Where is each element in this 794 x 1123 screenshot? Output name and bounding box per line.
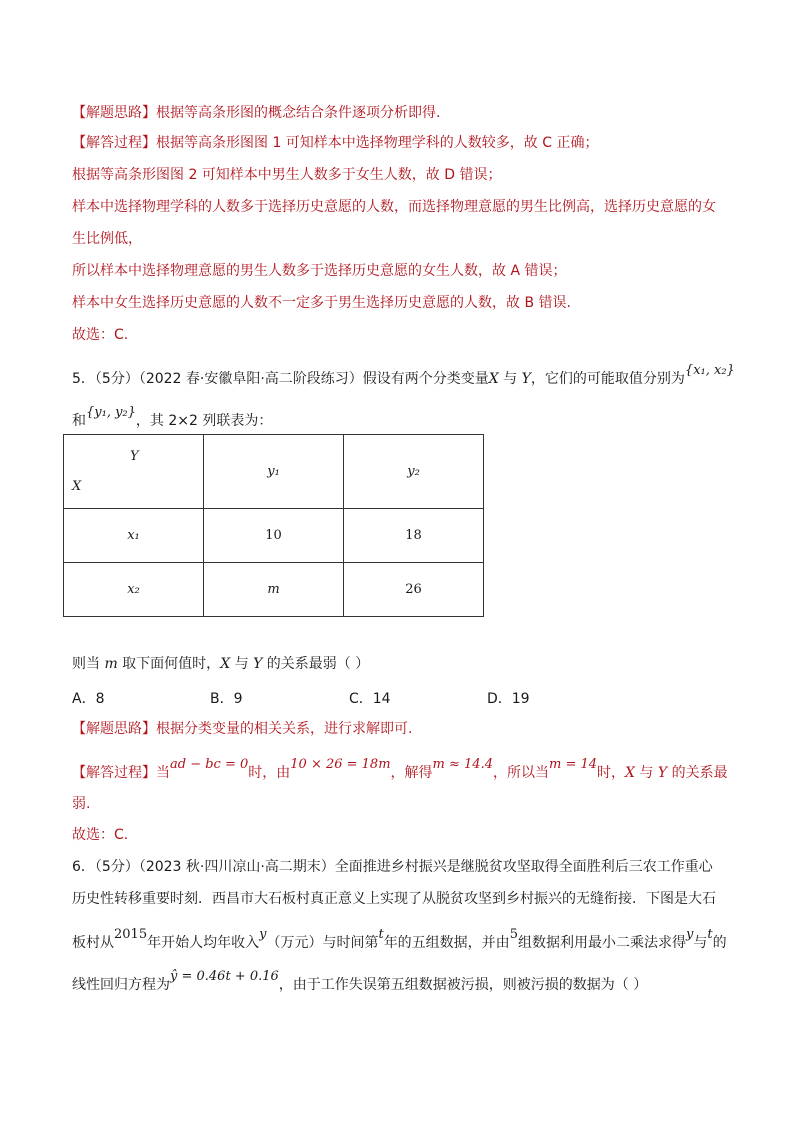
q6-line1: 6．（5分）（2023 秋·四川凉山·高二期末）全面推进乡村振兴是继脱贫攻坚取得全面胜利后三农工作重心 [72,859,713,875]
var-t: t [707,927,713,942]
option-d[interactable]: D．19 [487,691,530,707]
corner-x: X [72,479,82,494]
q5-number-score: 5．（5分）（2022 春·安徽阜阳·高二阶段练习）假设有两个分类变量 [72,371,489,387]
table-row [64,509,484,563]
q6-text-c: （万元）与时间第 [266,935,379,951]
process-solve: ，解得 [390,765,433,781]
q5-stem-line2 [72,405,273,431]
q6-text-f: 与 [693,935,708,951]
q4-idea-line [72,104,440,122]
eq-ad-bc: ad − bc = 0 [170,757,249,772]
process-then: 时，由 [248,765,291,781]
q6-line3 [72,927,727,953]
option-a[interactable]: A．8 [72,691,105,707]
row-label-x1: x₁ [64,509,204,563]
cell-x2-y1: m [204,563,344,617]
var-y: y [685,927,694,942]
contingency-table [63,434,484,617]
regression-equation: ŷ = 0.46t + 0.16 [170,969,279,984]
question-text-d: 的关系最弱（ ） [262,656,370,672]
year-2015: 2015 [114,927,148,942]
process-tag: 【解答过程】 [72,765,156,781]
idea-tag: 【解题思路】 [72,105,156,121]
stem-rest2: ，其 2×2 列联表为： [135,413,273,429]
q4-line7: 样本中女生选择历史意愿的人数不一定多于男生选择历史意愿的人数，故 B 错误. [72,295,571,311]
row-label-x2: x₂ [64,563,204,617]
q4-line6: 所以样本中选择物理意愿的男生人数多于选择历史意愿的女生人数，故 A 错误； [72,263,567,279]
var-t: t [378,927,384,942]
var-x: X [625,765,635,781]
var-m: m [104,656,118,672]
set-x: {x₁, x₂} [684,363,735,378]
q5-answer: 故选：C. [72,827,129,843]
cell-x1-y1: 10 [204,509,344,563]
set-y: {y₁, y₂} [86,405,136,420]
table-row [64,563,484,617]
process-so: ，所以当 [492,765,549,781]
table-header-row [64,435,484,509]
table-corner-cell [64,435,204,509]
q4-line4: 样本中选择物理学科的人数多于选择历史意愿的人数，而选择物理意愿的男生比例高，选择历史意愿的女 [72,199,716,215]
q5-question-line [72,655,369,673]
process-rel: 的关系最 [667,765,728,781]
q5-process-line [72,757,728,783]
cell-x2-y2: 26 [344,563,484,617]
header-y1: y₁ [204,435,344,509]
q6-text-a: 板村从 [72,935,114,951]
var-x: X [220,656,231,672]
q6-text-d: 年的五组数据，并由 [383,935,510,951]
var-y: y [259,927,267,942]
q4-line3: 根据等高条形图图 2 可知样本中男生人数多于女生人数，故 D 错误； [72,167,502,183]
q6-line4 [72,969,648,995]
question-text-a: 则当 [72,656,105,672]
var-y: Y [521,371,531,387]
eq-m-approx: m ≈ 14.4 [432,757,493,772]
and2-text: 和 [72,413,86,429]
and-text: 与 [498,371,522,387]
q6-text-e: 组数据利用最小二乘法求得 [517,935,686,951]
eq-product: 10 × 26 = 18m [290,757,391,772]
q6-text-h: 线性回归方程为 [72,977,170,993]
q6-text-i: ，由于工作失误第五组数据被污损，则被污损的数据为（ ） [278,977,648,993]
q4-process-line [72,134,598,152]
var-y: Y [253,656,263,672]
idea-text: 根据分类变量的相关关系，进行求解即可. [156,721,413,737]
eq-m-14: m = 14 [548,757,598,772]
idea-text: 根据等高条形图的概念结合条件逐项分析即得. [156,105,441,121]
stem-rest1: ，它们的可能取值分别为 [530,371,685,387]
process-text: 根据等高条形图图 1 可知样本中选择物理学科的人数较多，故 C 正确； [156,135,599,151]
var-x: X [488,371,499,387]
q5-stem-line1 [72,363,735,389]
q5-process-cont: 弱. [72,796,91,812]
question-text-b: 取下面何值时， [117,656,221,672]
process-when: 当 [156,765,170,781]
q5-idea-line [72,720,412,738]
q4-line5: 生比例低， [72,231,142,247]
process-tag: 【解答过程】 [72,135,156,151]
option-c[interactable]: C．14 [349,691,391,707]
process-and: 与 [634,765,658,781]
option-b[interactable]: B．9 [210,691,243,707]
q6-text-g: 的 [712,935,727,951]
cell-x1-y2: 18 [344,509,484,563]
corner-y: Y [130,449,139,464]
process-time: 时， [597,765,626,781]
idea-tag: 【解题思路】 [72,721,156,737]
q4-answer: 故选：C. [72,327,129,343]
q6-text-b: 年开始人均年收入 [147,935,260,951]
count-5: 5 [509,927,518,942]
header-y2: y₂ [344,435,484,509]
var-y: Y [657,765,668,781]
question-text-c: 与 [230,656,254,672]
q6-line2: 历史性转移重要时刻．西昌市大石板村真正意义上实现了从脱贫攻坚到乡村振兴的无缝衔接．下图是大石 [72,891,716,907]
